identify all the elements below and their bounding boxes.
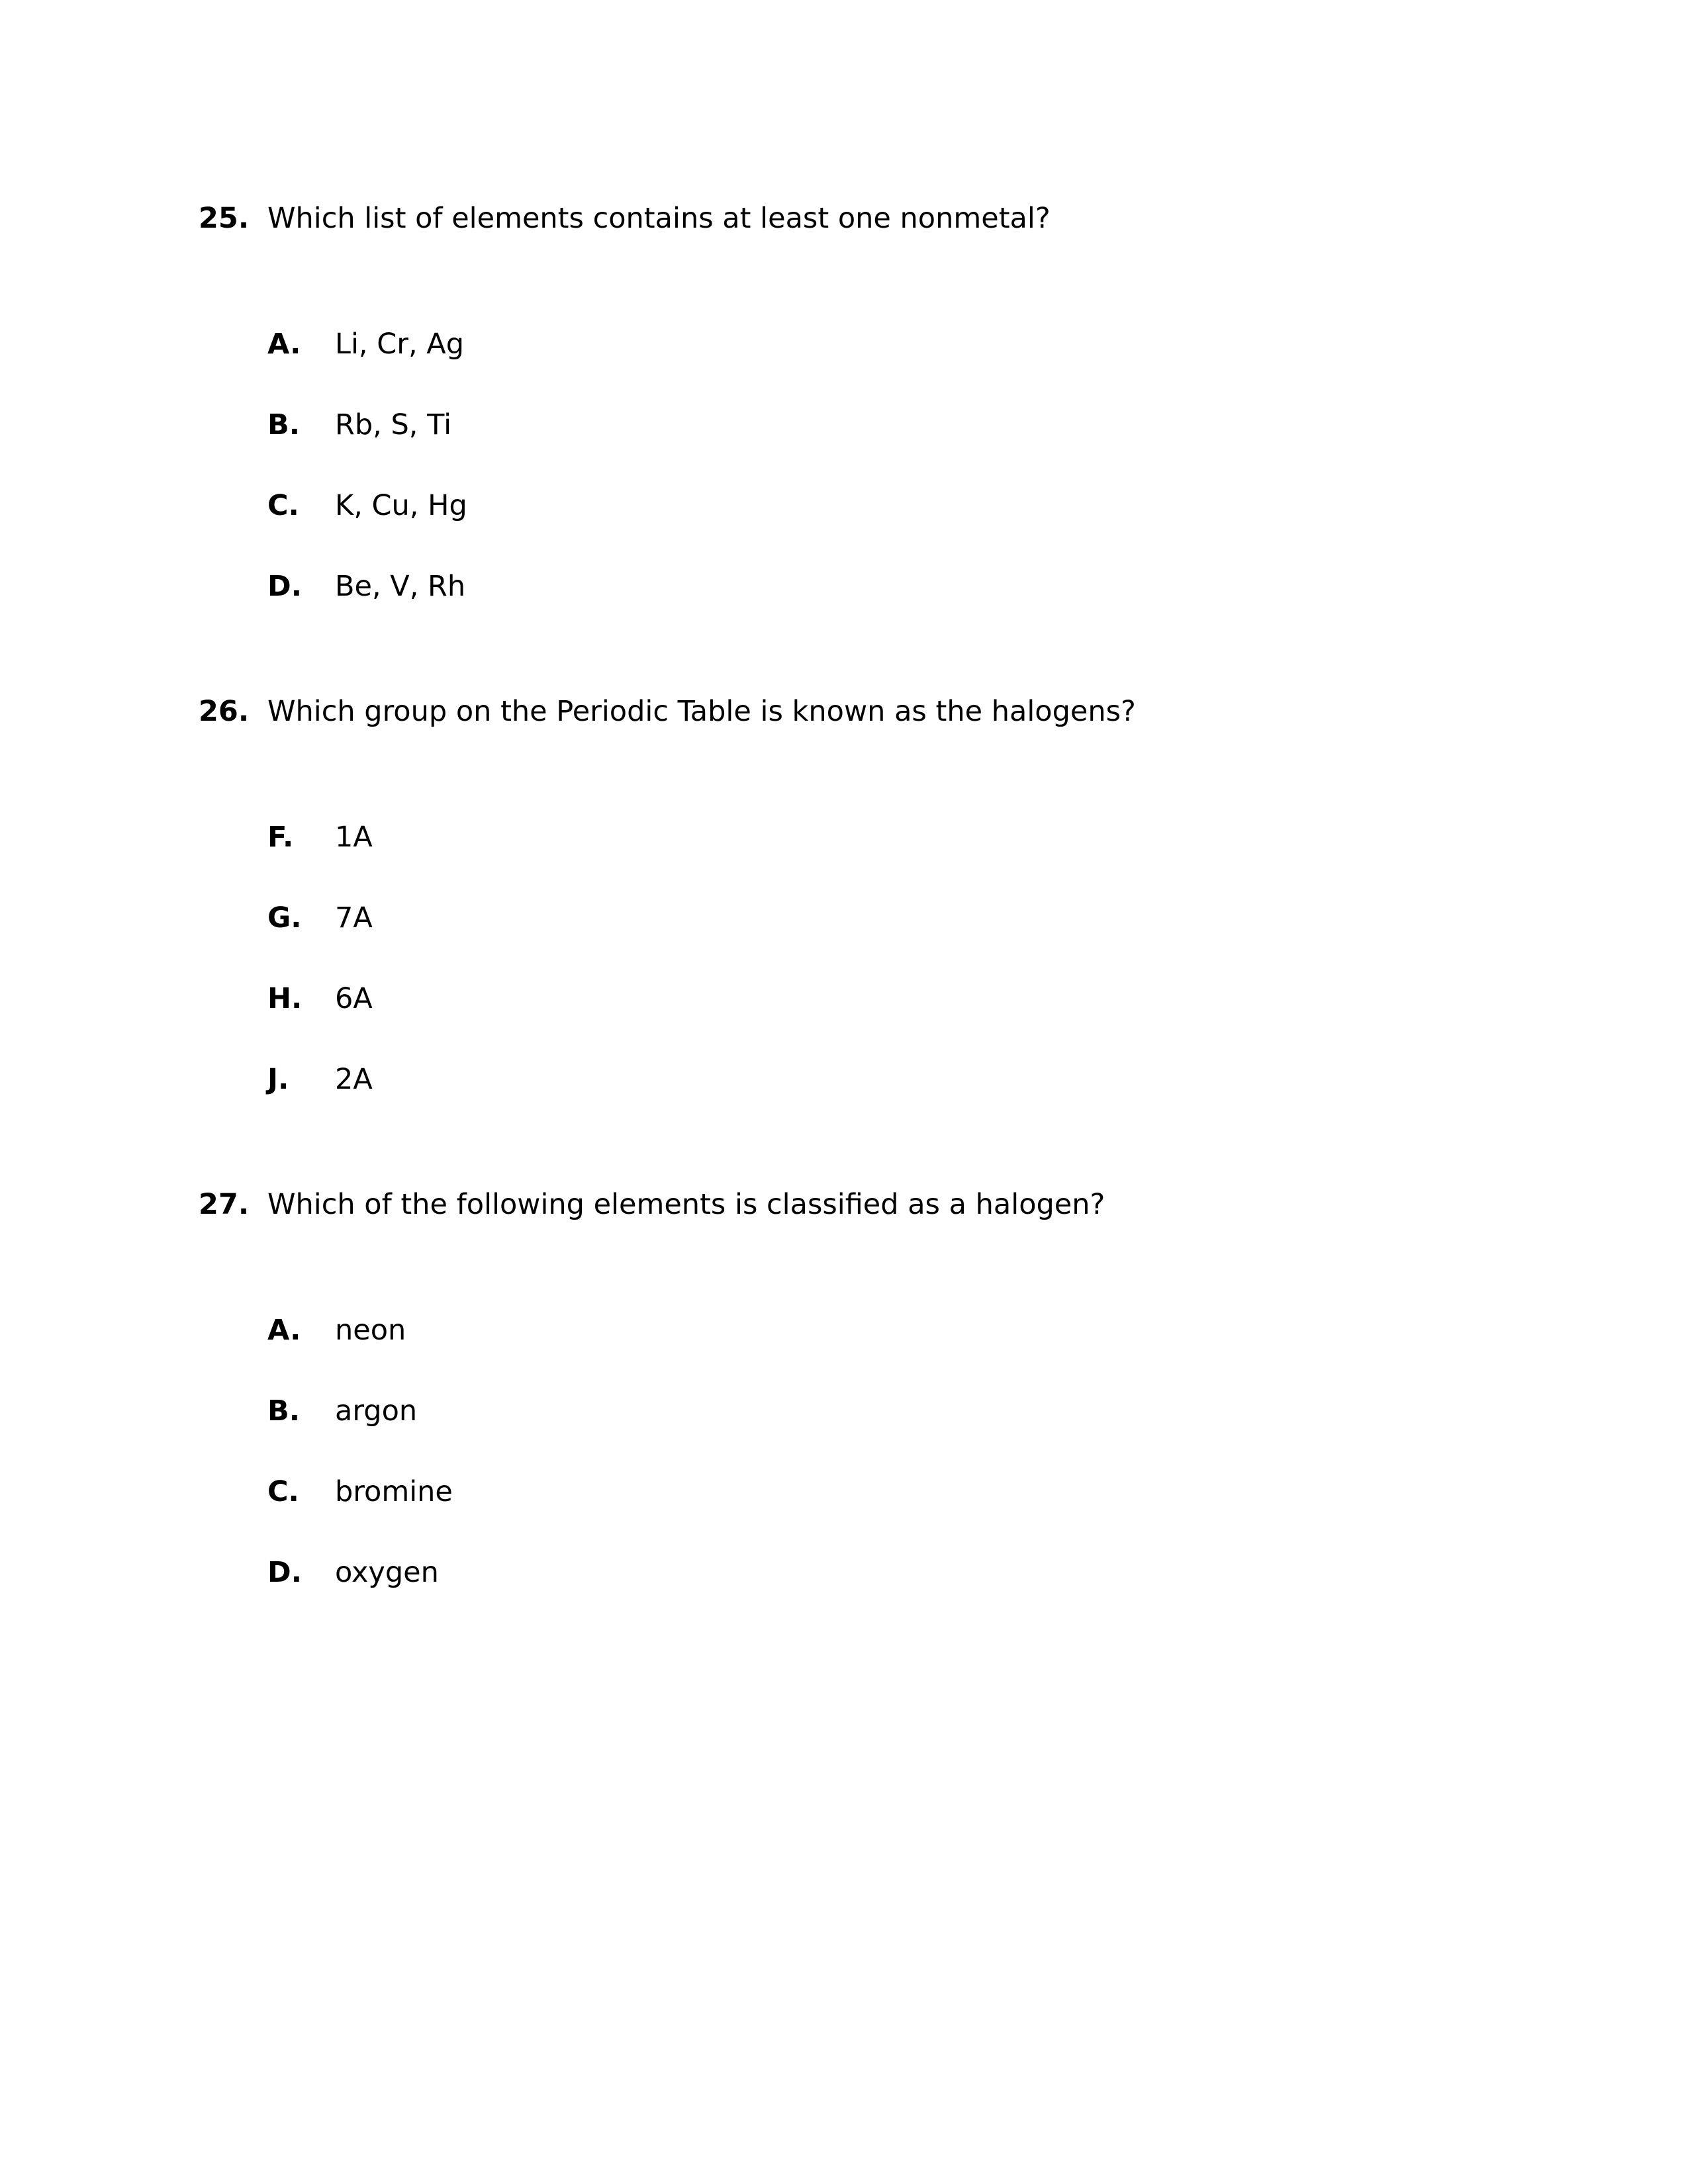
choice-text: bromine <box>335 1475 453 1508</box>
question-prompt <box>199 199 1523 238</box>
choice-text: argon <box>335 1394 418 1428</box>
answer-choice-b[interactable] <box>267 405 1459 445</box>
answer-choices <box>267 324 1459 647</box>
answer-choice-h[interactable] <box>267 979 1459 1019</box>
answer-choice-c[interactable] <box>267 1472 1459 1512</box>
choice-letter: A. <box>267 1314 301 1347</box>
choice-letter: G. <box>267 901 302 934</box>
choice-text: K, Cu, Hg <box>335 489 467 522</box>
choice-text: neon <box>335 1314 406 1347</box>
question-text: Which of the following elements is classified as a halogen? <box>267 1188 1105 1221</box>
question-number: 27. <box>199 1188 250 1221</box>
question-26 <box>199 692 1523 1096</box>
answer-choice-c[interactable] <box>267 486 1459 525</box>
choice-letter: D. <box>267 570 303 603</box>
question-text: Which group on the Periodic Table is known as the halogens? <box>267 695 1136 728</box>
answer-choices <box>267 817 1459 1140</box>
choice-letter: D. <box>267 1556 303 1589</box>
choice-letter: B. <box>267 408 301 441</box>
choice-letter: C. <box>267 489 299 522</box>
answer-choice-f[interactable] <box>267 817 1459 857</box>
choice-letter: H. <box>267 982 303 1015</box>
answer-choice-a[interactable] <box>267 1310 1459 1350</box>
choice-text: 1A <box>335 821 373 854</box>
choice-letter: C. <box>267 1475 299 1508</box>
answer-choice-j[interactable] <box>267 1060 1459 1099</box>
choice-text: Li, Cr, Ag <box>335 328 464 361</box>
choice-text: 6A <box>335 982 373 1015</box>
answer-choice-g[interactable] <box>267 898 1459 938</box>
answer-choice-d[interactable] <box>267 567 1459 606</box>
question-number: 25. <box>199 202 250 235</box>
answer-choice-b[interactable] <box>267 1391 1459 1431</box>
choice-letter: F. <box>267 821 294 854</box>
answer-choice-a[interactable] <box>267 324 1459 364</box>
choice-letter: B. <box>267 1394 301 1428</box>
question-27 <box>199 1185 1523 1589</box>
choice-text: 2A <box>335 1063 373 1096</box>
choice-text: 7A <box>335 901 373 934</box>
question-prompt <box>199 692 1523 731</box>
choice-letter: A. <box>267 328 301 361</box>
question-text: Which list of elements contains at least one nonmetal? <box>267 202 1051 235</box>
choice-text: Rb, S, Ti <box>335 408 452 441</box>
answer-choice-d[interactable] <box>267 1553 1459 1592</box>
answer-choices <box>267 1310 1459 1633</box>
question-prompt <box>199 1185 1523 1224</box>
choice-letter: J. <box>267 1063 289 1096</box>
question-number: 26. <box>199 695 250 728</box>
choice-text: oxygen <box>335 1556 439 1589</box>
choice-text: Be, V, Rh <box>335 570 466 603</box>
question-25 <box>199 199 1523 603</box>
